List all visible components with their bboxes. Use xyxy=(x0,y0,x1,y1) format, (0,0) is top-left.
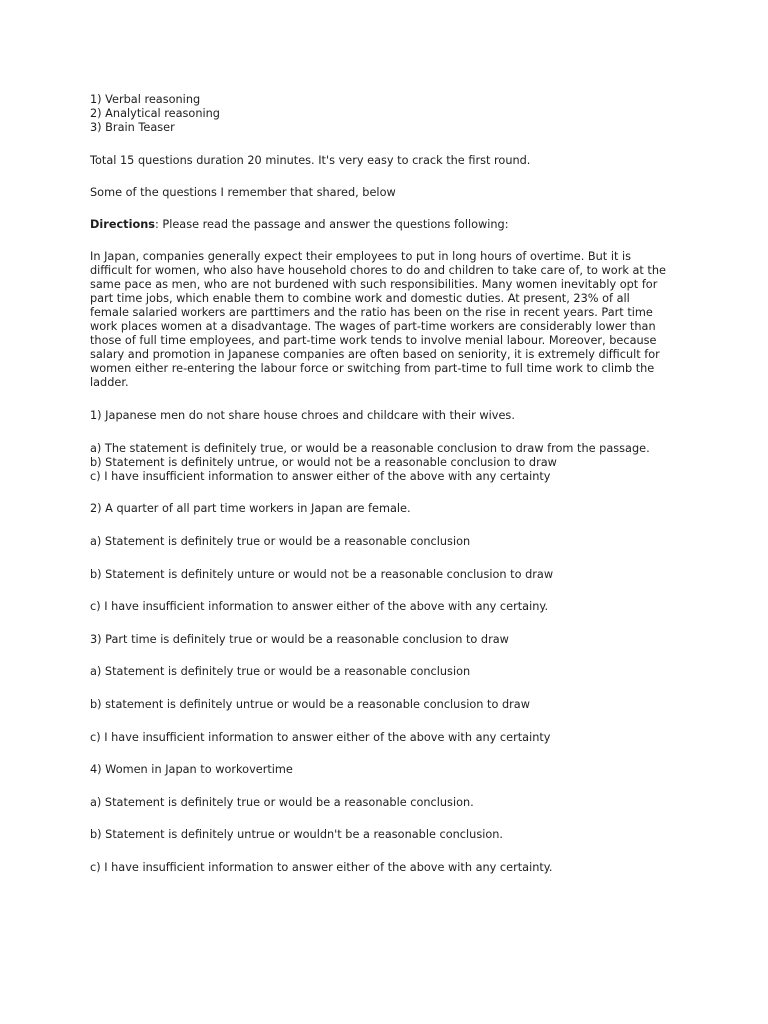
question-2: 2) A quarter of all part time workers in Japan are female. xyxy=(90,502,411,515)
remember-text: Some of the questions I remember that shared, below xyxy=(90,186,396,199)
directions-label: Directions xyxy=(90,218,155,231)
option-c: c) I have insufficient information to answer either of the above with any certainy. xyxy=(90,600,549,614)
passage-line: salary and promotion in Japanese companies are often based on seniority, it is extremely difficult for xyxy=(90,348,660,361)
passage-line: work places women at a disadvantage. The wages of part-time workers are considerably lower than xyxy=(90,320,656,333)
question-1-options xyxy=(90,442,690,484)
option-b: b) Statement is definitely untrue or wouldn't be a reasonable conclusion. xyxy=(90,828,504,842)
option-a: a) Statement is definitely true or would be a reasonable conclusion. xyxy=(90,795,474,809)
round-list xyxy=(90,93,690,135)
question-3: 3) Part time is definitely true or would be a reasonable conclusion to draw xyxy=(90,632,509,646)
passage-line: same pace as men, who are not burdened with such responsibilities. Many women inevitably opt for xyxy=(90,278,658,291)
option-a: a) Statement is definitely true or would be a reasonable conclusion xyxy=(90,665,471,679)
option-c: c) I have insufficient information to answer either of the above with any certainty xyxy=(90,730,551,744)
option-c: c) I have insufficient information to answer either of the above with any certainty. xyxy=(90,860,553,874)
option-a: a) The statement is definitely true, or would be a reasonable conclusion to draw from the passage. xyxy=(90,442,650,455)
question-4: 4) Women in Japan to workovertime xyxy=(90,763,293,777)
option-c: c) I have insufficient information to answer either of the above with any certainty xyxy=(90,470,551,483)
passage-line: those of full time employees, and part-time work tends to involve menial labour. Moreover, because xyxy=(90,334,657,347)
option-b: b) Statement is definitely untrue, or would not be a reasonable conclusion to draw xyxy=(90,456,557,469)
passage-line: ladder. xyxy=(90,376,129,389)
passage-line: difficult for women, who also have household chores to do and children to take care of, to work at the xyxy=(90,264,666,277)
passage xyxy=(90,250,690,390)
passage-line: part time jobs, which enable them to combine work and domestic duties. At present, 23% of all xyxy=(90,292,630,305)
directions-text: : Please read the passage and answer the questions following: xyxy=(154,218,509,231)
document-page xyxy=(90,93,690,894)
passage-line: women either re-entering the labour force or switching from part-time to full time work to climb the xyxy=(90,362,655,375)
option-b: b) Statement is definitely unture or would not be a reasonable conclusion to draw xyxy=(90,567,554,581)
directions xyxy=(90,218,690,232)
option-b: b) statement is definitely untrue or would be a reasonable conclusion to draw xyxy=(90,697,530,711)
option-a: a) Statement is definitely true or would be a reasonable conclusion xyxy=(90,535,471,548)
list-item: 3) Brain Teaser xyxy=(90,121,175,134)
summary-text: Total 15 questions duration 20 minutes. It's very easy to crack the first round. xyxy=(90,154,531,167)
list-item: 1) Verbal reasoning xyxy=(90,93,201,106)
passage-line: In Japan, companies generally expect their employees to put in long hours of overtime. But it is xyxy=(90,250,631,263)
list-item: 2) Analytical reasoning xyxy=(90,107,220,120)
question-1: 1) Japanese men do not share house chroes and childcare with their wives. xyxy=(90,409,515,422)
passage-line: female salaried workers are parttimers and the ratio has been on the rise in recent years. Part time xyxy=(90,306,653,319)
